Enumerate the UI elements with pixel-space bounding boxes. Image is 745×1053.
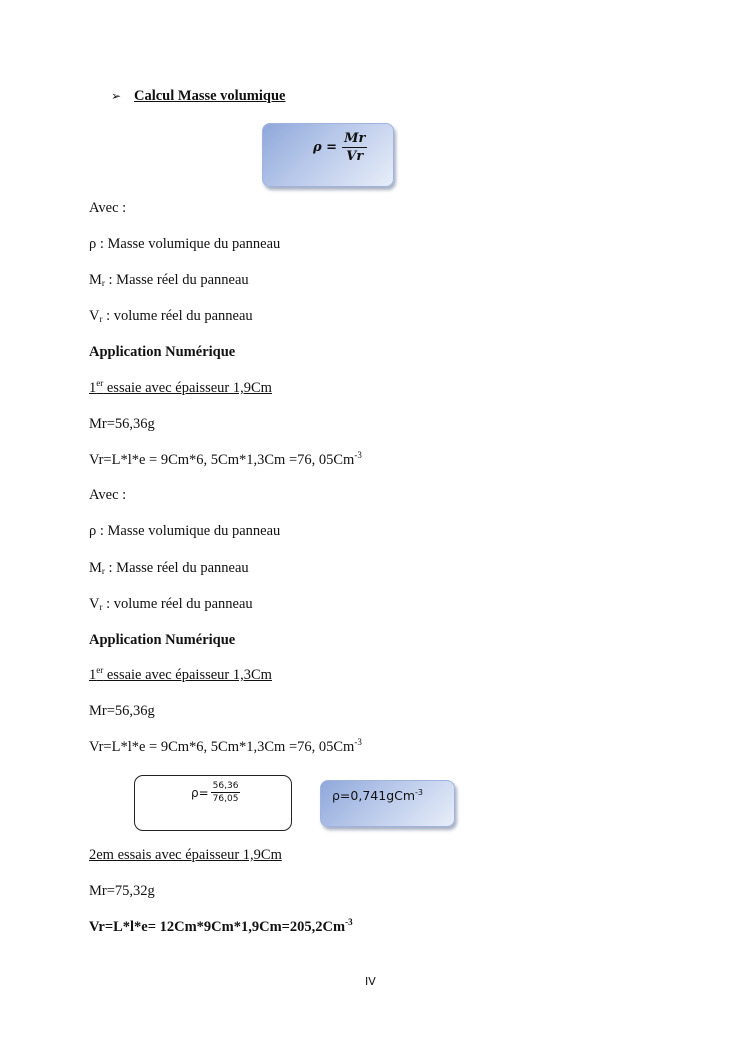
avec-label-2: Avec :: [89, 487, 127, 503]
trial-number: 1: [89, 380, 97, 396]
vr-value-2: [89, 738, 362, 756]
mr-subscript: r: [101, 566, 105, 576]
avec-label-1: Avec :: [89, 200, 127, 216]
vr-exponent: -3: [354, 450, 362, 460]
trial-heading-2: [89, 666, 272, 684]
vr-calculation: Vr=L*l*e = 9Cm*6, 5Cm*1,3Cm =76, 05Cm: [89, 452, 355, 468]
mr-value-2: Mr=56,36g: [89, 703, 155, 719]
vr-exponent: -3: [345, 917, 353, 927]
calc-fraction: [211, 781, 241, 804]
vr-definition-1: [89, 307, 253, 325]
result-value: [332, 788, 423, 803]
section-title: Calcul Masse volumique: [134, 88, 286, 104]
trial-heading-1: [89, 379, 272, 397]
trial-heading-3: 2em essais avec épaisseur 1,9Cm: [89, 847, 282, 863]
rho-definition-1: ρ : Masse volumique du panneau: [89, 236, 281, 252]
rho-definition-2: ρ : Masse volumique du panneau: [89, 523, 281, 539]
mr-letter: M: [89, 560, 102, 576]
mr-value-3: Mr=75,32g: [89, 883, 155, 899]
mr-letter: M: [89, 272, 102, 288]
bullet-arrow-icon: ➢: [111, 89, 122, 103]
mr-value-1: Mr=56,36g: [89, 416, 155, 432]
calculation-formula: [191, 781, 240, 804]
trial-superscript: er: [96, 665, 104, 675]
vr-exponent: -3: [354, 737, 362, 747]
formula-numerator: Mr: [344, 131, 366, 146]
vr-subscript: r: [99, 602, 103, 612]
density-formula: [313, 131, 367, 164]
calc-lhs: ρ=: [191, 785, 209, 800]
formula-fraction: [342, 131, 367, 164]
mr-definition-1: [89, 271, 249, 289]
mr-text: : Masse réel du panneau: [104, 560, 249, 576]
application-heading-2: Application Numérique: [89, 632, 236, 648]
calc-numerator: 56,36: [212, 781, 239, 791]
mr-definition-2: [89, 559, 249, 577]
trial-text: essaie avec épaisseur 1,3Cm: [103, 667, 272, 683]
vr-value-1: [89, 451, 362, 469]
vr-letter: V: [89, 596, 100, 612]
trial-superscript: er: [96, 378, 104, 388]
formula-denominator: Vr: [346, 149, 364, 164]
vr-definition-2: [89, 595, 253, 613]
trial-text: essaie avec épaisseur 1,9Cm: [103, 380, 272, 396]
mr-subscript: r: [101, 278, 105, 288]
calc-denominator: 76,05: [212, 794, 239, 804]
vr-value-3: [89, 918, 353, 936]
vr-letter: V: [89, 308, 100, 324]
vr-text: : volume réel du panneau: [102, 596, 253, 612]
result-text: ρ=0,741gCm: [332, 788, 416, 803]
vr-text: : volume réel du panneau: [102, 308, 253, 324]
formula-lhs: ρ =: [313, 140, 338, 155]
application-heading-1: Application Numérique: [89, 344, 236, 360]
vr-subscript: r: [99, 314, 103, 324]
vr-calculation: Vr=L*l*e= 12Cm*9Cm*1,9Cm=205,2Cm: [89, 919, 346, 935]
trial-number: 1: [89, 667, 97, 683]
page-number: IV: [365, 975, 376, 988]
vr-calculation: Vr=L*l*e = 9Cm*6, 5Cm*1,3Cm =76, 05Cm: [89, 739, 355, 755]
result-exponent: -3: [415, 788, 424, 797]
mr-text: : Masse réel du panneau: [104, 272, 249, 288]
